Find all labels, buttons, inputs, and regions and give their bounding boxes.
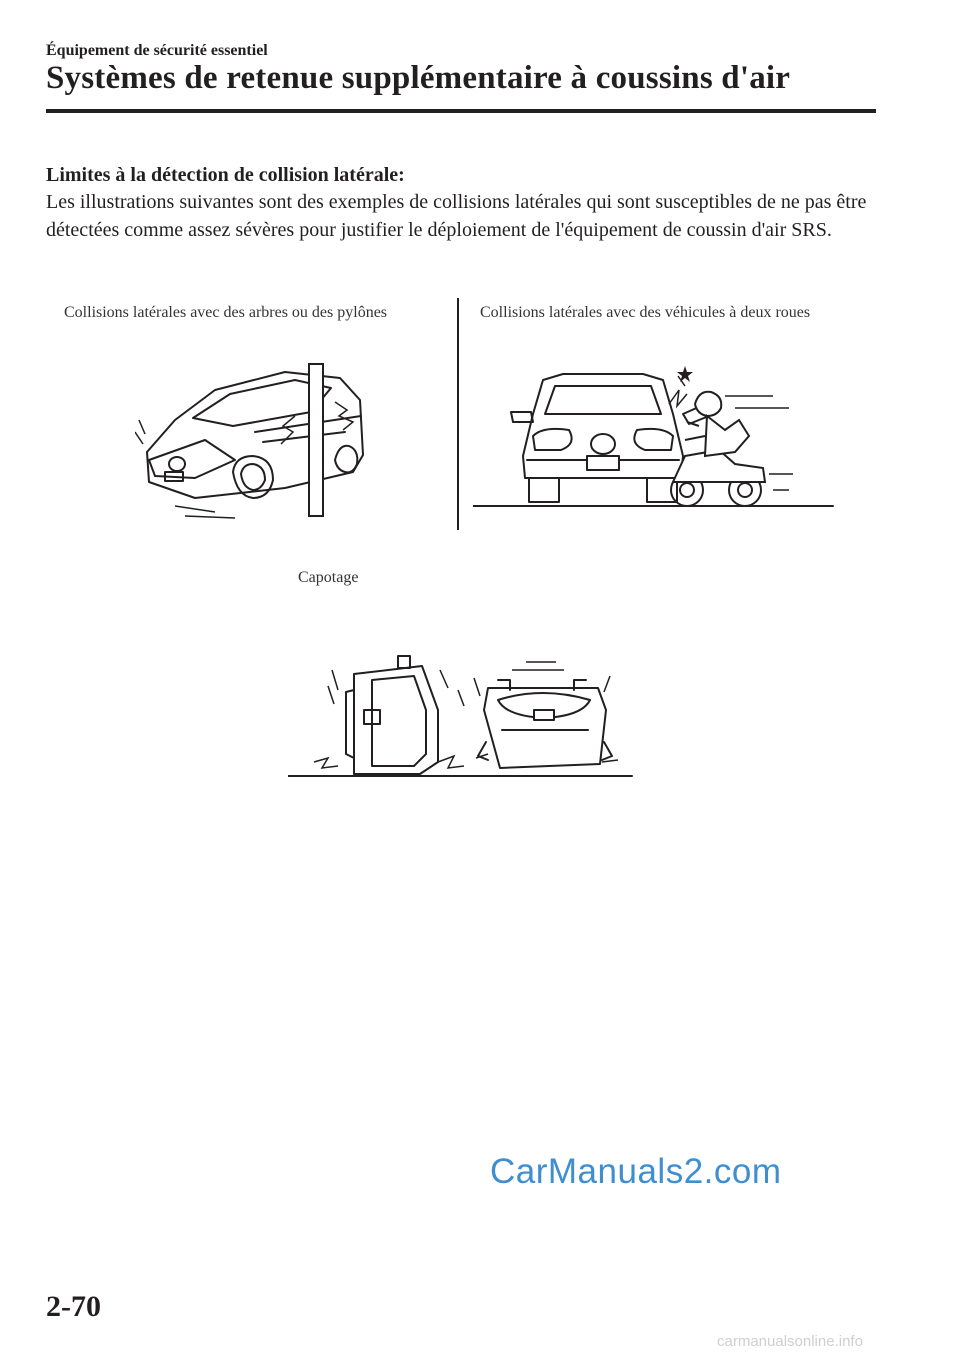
page-number: 2-70 (46, 1290, 101, 1323)
rollover-illustration (288, 650, 634, 780)
body-paragraph: Les illustrations suivantes sont des exemples de collisions latérales qui sont susceptibles de ne pas être détectées comme assez sévères pour justifier le déploiement de l'équipement de coussin d'air SRS. (46, 191, 867, 241)
title-divider (46, 109, 876, 113)
figure-caption-two-wheel: Collisions latérales avec des véhicules à deux roues (480, 304, 811, 321)
subheading: Limites à la détection de collision latérale: (46, 164, 405, 186)
watermark-footer: carmanualsonline.info (717, 1333, 863, 1350)
column-divider (457, 298, 459, 530)
motorcycle-hitting-car-illustration (473, 360, 835, 512)
page-title: Systèmes de retenue supplémentaire à coussins d'air (46, 60, 791, 96)
watermark-logo: CarManuals2.com (490, 1152, 782, 1191)
figure-caption-rollover: Capotage (298, 569, 359, 586)
car-hitting-pole-illustration (135, 360, 405, 520)
figure-caption-pole: Collisions latérales avec des arbres ou des pylônes (64, 304, 388, 321)
section-label: Équipement de sécurité essentiel (46, 42, 268, 59)
